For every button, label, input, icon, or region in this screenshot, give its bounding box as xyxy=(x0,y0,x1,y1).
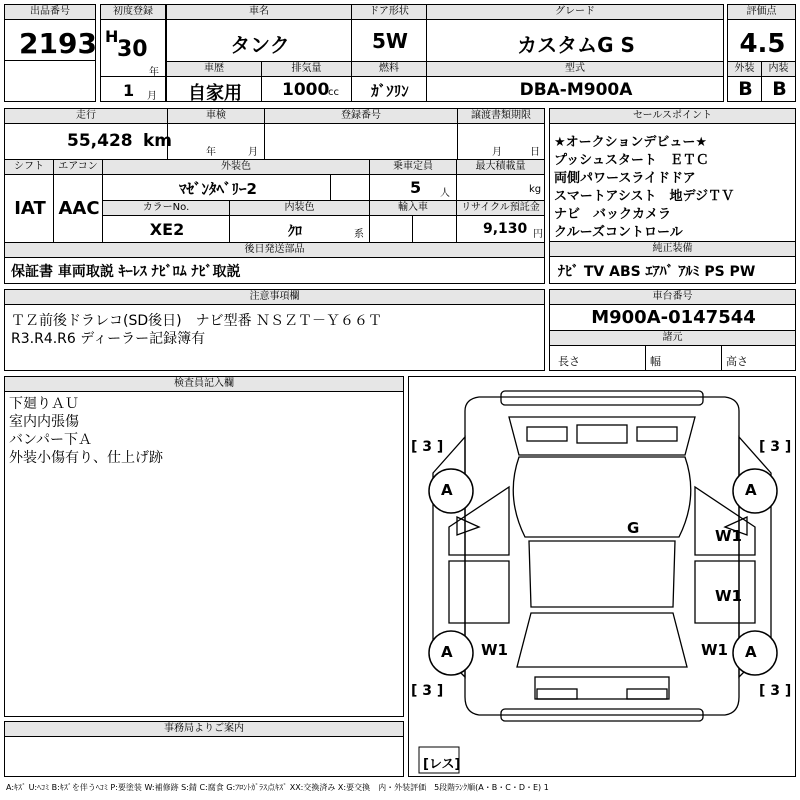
tire-rear-right: A xyxy=(745,643,757,661)
mileage-unit: km xyxy=(143,131,173,151)
car-diagram xyxy=(408,376,796,777)
grade-label: グレード xyxy=(426,4,724,20)
door-cell xyxy=(351,4,427,62)
grade-value: カスタムG S xyxy=(517,33,635,57)
car-name: タンク xyxy=(230,33,290,57)
later-parts-value: 保証書 車両取説 ｷｰﾚｽ ﾅﾋﾞﾛﾑ ﾅﾋﾞ取説 xyxy=(11,264,241,280)
w1-left-rear: W1 xyxy=(481,641,508,659)
w1-right-front: W1 xyxy=(715,527,742,545)
glass-mark: G xyxy=(627,519,640,537)
dims-label: 諸元 xyxy=(549,330,796,346)
shift-label: シフト xyxy=(4,159,54,175)
int-color-value: ｸﾛ xyxy=(288,224,302,240)
recycle-cell xyxy=(456,200,545,243)
name-label: 車名 xyxy=(166,4,352,20)
displacement-cell xyxy=(261,61,352,102)
inspector-cell xyxy=(4,376,404,717)
exterior-value: B xyxy=(738,78,753,100)
chassis-value: M900A-0147544 xyxy=(591,307,756,328)
load-cell xyxy=(456,159,545,201)
chassis-label: 車台番号 xyxy=(549,289,796,305)
exterior-label: 外装 xyxy=(727,61,762,77)
capacity-cell xyxy=(369,159,457,201)
int-color-suffix: 系 xyxy=(354,229,364,240)
dims-cell xyxy=(549,330,796,371)
capacity-unit: 人 xyxy=(440,188,450,199)
color-no-label: カラーNo. xyxy=(102,200,230,216)
plate-label: 登録番号 xyxy=(264,108,458,124)
width-label: 幅 xyxy=(650,355,661,368)
transfer-label: 譲渡書類期限 xyxy=(457,108,545,124)
displacement-value: 1000 xyxy=(282,80,330,100)
reg-year: 30 xyxy=(117,37,148,62)
ac-cell xyxy=(53,159,103,243)
tire-front-right: A xyxy=(745,481,757,499)
color-value: ﾏｾﾞﾝﾀﾍﾞﾘｰ2 xyxy=(179,180,257,198)
displacement-unit: cc xyxy=(328,87,339,98)
inspector-line: バンパー下Ａ xyxy=(9,432,93,448)
mileage-value: 55,428 xyxy=(67,131,133,151)
color-no-cell xyxy=(102,200,230,243)
color-label: 外装色 xyxy=(102,159,370,175)
lot-number: 2193 xyxy=(19,27,97,60)
genuine-label: 純正装備 xyxy=(549,241,796,257)
first-reg-label: 初度登録 xyxy=(100,4,166,20)
door-value: 5W xyxy=(372,29,408,53)
recycle-label: リサイクル預託金 xyxy=(456,200,545,216)
sales-point-line: 両側パワースライドドア xyxy=(554,171,696,186)
transfer-month-unit: 月 xyxy=(492,147,502,158)
model-label: 型式 xyxy=(426,61,724,77)
history-label: 車歴 xyxy=(166,61,262,77)
mileage-label: 走行 xyxy=(4,108,168,124)
score-value: 4.5 xyxy=(739,29,786,59)
displacement-label: 排気量 xyxy=(261,61,352,77)
inspection-year-unit: 年 xyxy=(206,147,216,158)
inspector-label: 検査員記入欄 xyxy=(4,376,404,392)
later-parts-cell xyxy=(4,242,545,284)
lot-label: 出品番号 xyxy=(4,4,96,20)
tire-front-left: A xyxy=(441,481,453,499)
inspector-line: 下廻りＡＵ xyxy=(9,396,79,412)
sales-point-line: ナビ バックカメラ xyxy=(554,207,672,222)
length-label: 長さ xyxy=(558,355,580,368)
tread-front-right: [ 3 ] xyxy=(759,439,792,455)
interior-cell xyxy=(761,61,796,102)
transfer-cell xyxy=(457,108,545,160)
genuine-cell xyxy=(549,241,796,284)
reg-month: 1 xyxy=(123,81,135,100)
inspector-line: 外装小傷有り、仕上げ跡 xyxy=(9,450,163,466)
inspection-cell xyxy=(167,108,265,160)
w1-right-rear: W1 xyxy=(715,587,742,605)
notes-cell xyxy=(4,289,545,371)
inspector-line: 室内内張傷 xyxy=(9,414,79,430)
ac-value: AAC xyxy=(58,198,100,219)
tread-rear-left: [ 3 ] xyxy=(411,683,444,699)
office-label: 事務局よりご案内 xyxy=(4,721,404,737)
import-label: 輸入車 xyxy=(369,200,457,216)
w1-right-lower: W1 xyxy=(701,641,728,659)
load-label: 最大積載量 xyxy=(456,159,545,175)
lot-lower xyxy=(4,60,96,102)
sales-point-line: ★オークションデビュー★ xyxy=(554,135,708,150)
fuel-value: ｶﾞｿﾘﾝ xyxy=(371,82,409,100)
genuine-value: ﾅﾋﾞ TV ABS ｴｱﾊﾞ ｱﾙﾐ PS PW xyxy=(558,264,756,280)
fuel-cell xyxy=(351,61,427,102)
tread-front-left: [ 3 ] xyxy=(411,439,444,455)
mileage-cell xyxy=(4,108,173,160)
tire-rear-left: A xyxy=(441,643,453,661)
fuel-label: 燃料 xyxy=(351,61,427,77)
car-outline-svg xyxy=(409,377,795,776)
legend-text: A:ｷｽﾞ U:ﾍｺﾐ B:ｷｽﾞを伴うﾍｺﾐ P:要塗装 W:補修跡 S:錆 C:腐食 G:ﾌﾛﾝﾄｶﾞﾗｽ点ｷｽﾞ XX:交換済み X:要交換 内・外装評価 5段階ﾗﾝｸ順(A・B・C・D・E) 1 xyxy=(6,783,549,792)
plate-cell xyxy=(264,108,458,160)
shift-value: IAT xyxy=(14,198,46,219)
spare-label: [レス] xyxy=(423,757,461,772)
door-label: ドア形状 xyxy=(351,4,427,20)
first-reg-cell xyxy=(100,4,166,102)
load-unit: kg xyxy=(529,184,542,195)
history-value: 自家用 xyxy=(188,83,242,104)
inspection-month-unit: 月 xyxy=(248,147,258,158)
int-color-cell xyxy=(229,200,370,243)
era: H xyxy=(105,27,119,46)
capacity-value: 5 xyxy=(410,178,422,197)
exterior-cell xyxy=(727,61,762,102)
model-cell xyxy=(426,61,724,102)
sales-points-label: セールスポイント xyxy=(549,108,796,124)
inspection-label: 車検 xyxy=(167,108,265,124)
int-color-label: 内装色 xyxy=(229,200,370,216)
recycle-unit: 円 xyxy=(533,229,543,240)
sales-point-line: プッシュスタート ＥＴＣ xyxy=(554,153,709,168)
sales-point-line: スマートアシスト 地デジＴＶ xyxy=(554,189,735,204)
shift-cell xyxy=(4,159,54,243)
notes-line: R3.R4.R6 ディーラー記録簿有 xyxy=(11,331,206,347)
score-label: 評価点 xyxy=(727,4,796,20)
office-cell xyxy=(4,721,404,777)
later-parts-label: 後日発送部品 xyxy=(4,242,545,258)
tread-rear-right: [ 3 ] xyxy=(759,683,792,699)
import-cell xyxy=(369,200,457,243)
sales-points-cell xyxy=(549,108,796,242)
chassis-cell xyxy=(549,289,796,331)
height-label: 高さ xyxy=(726,355,748,368)
year-unit: 年 xyxy=(149,67,159,78)
recycle-value: 9,130 xyxy=(483,221,528,237)
name-cell xyxy=(166,4,352,62)
history-cell xyxy=(166,61,262,102)
color-no-value: XE2 xyxy=(149,220,185,239)
notes-line: ＴＺ前後ドラレコ(SD後日) ナビ型番 ＮＳＺＴ－Ｙ６６Ｔ xyxy=(11,313,383,329)
model-value: DBA-M900A xyxy=(519,80,633,100)
interior-label: 内装 xyxy=(761,61,796,77)
notes-label: 注意事項欄 xyxy=(4,289,545,305)
ac-label: エアコン xyxy=(53,159,103,175)
transfer-day-unit: 日 xyxy=(530,147,540,158)
interior-value: B xyxy=(772,78,787,100)
month-unit: 月 xyxy=(147,91,157,102)
grade-cell xyxy=(426,4,724,62)
capacity-label: 乗車定員 xyxy=(369,159,457,175)
sales-point-line: クルーズコントロール xyxy=(554,225,683,240)
